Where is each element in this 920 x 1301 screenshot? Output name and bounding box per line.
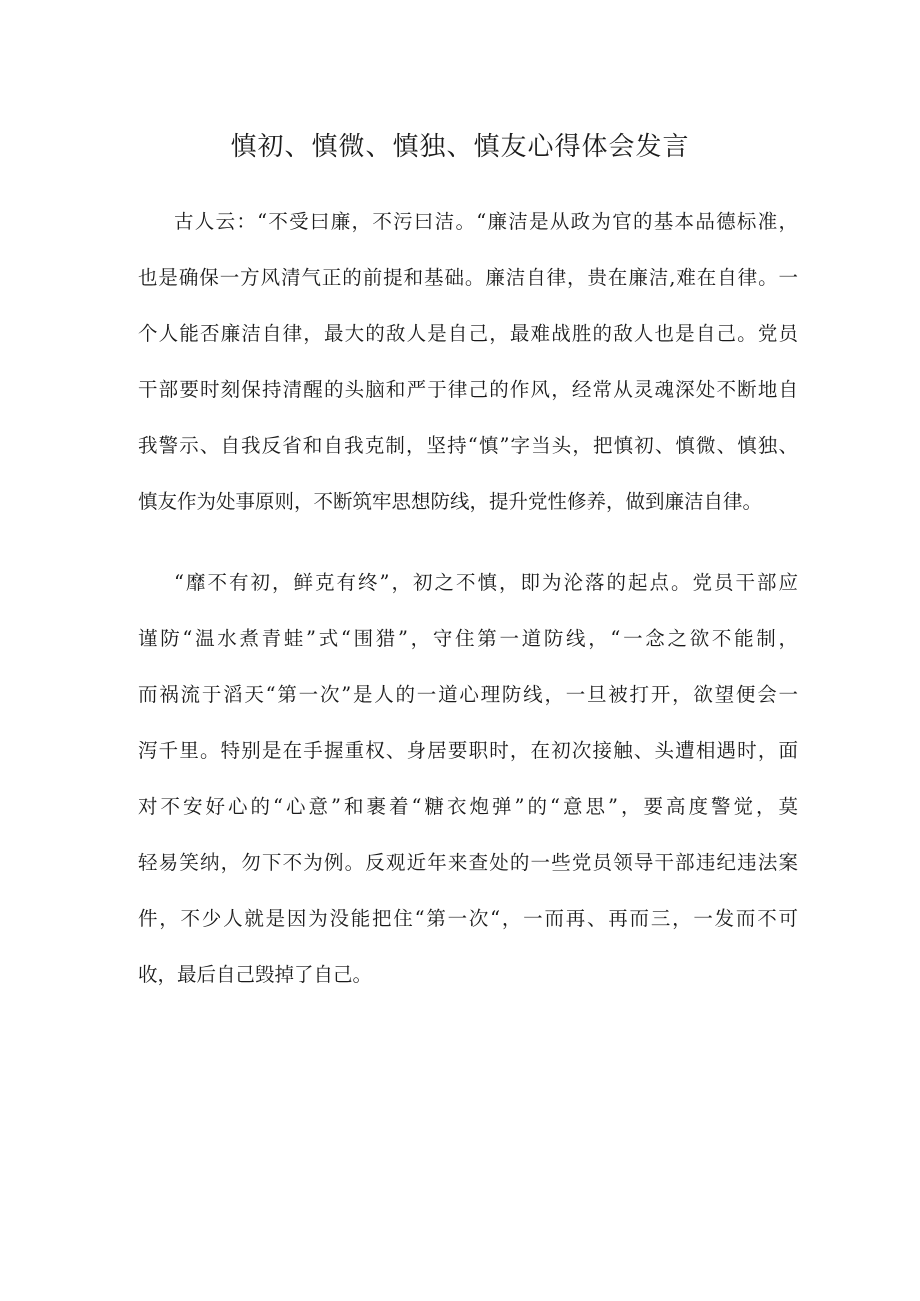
paragraph-2 [138,555,798,1003]
paragraph-line: 个人能否廉洁自律，最大的敌人是自己，最难战胜的敌人也是自己。党员 [138,322,798,345]
paragraph-line: 慎友作为处事原则，不断筑牢思想防线，提升党性修养，做到廉洁自律。 [138,490,763,513]
paragraph-line: 谨防“温水煮青蛙”式“围猎”，守住第一道防线，“一念之欲不能制， [138,627,798,650]
paragraph-line: 泻千里。特别是在手握重权、身居要职时，在初次接触、头遭相遇时，面 [138,739,798,762]
paragraph-line: “靡不有初，鲜克有终”，初之不慎，即为沦落的起点。党员干部应 [174,571,798,594]
paragraph-line: 也是确保一方风清气正的前提和基础。廉洁自律，贵在廉洁,难在自律。一 [138,266,798,289]
paragraph-line: 我警示、自我反省和自我克制，坚持“慎”字当头，把慎初、慎微、慎独、 [138,434,798,457]
paragraph-line: 对不安好心的“心意”和裹着“糖衣炮弹”的“意思”，要高度警觉，莫 [138,795,798,818]
paragraph-line: 古人云：“不受曰廉，不污曰洁。“廉洁是从政为官的基本品德标准， [174,210,798,233]
paragraph-line: 收，最后自己毁掉了自己。 [138,963,373,986]
paragraph-1 [138,194,798,530]
paragraph-line: 干部要时刻保持清醒的头脑和严于律己的作风，经常从灵魂深处不断地自 [138,378,798,401]
paragraph-line: 件，不少人就是因为没能把住“第一次“，一而再、再而三，一发而不可 [138,907,798,930]
document-title: 慎初、慎微、慎独、慎友心得体会发言 [230,132,690,162]
paragraph-line: 轻易笑纳，勿下不为例。反观近年来查处的一些党员领导干部违纪违法案 [138,851,798,874]
paragraph-line: 而祸流于滔天“第一次”是人的一道心理防线，一旦被打开，欲望便会一 [138,683,798,706]
